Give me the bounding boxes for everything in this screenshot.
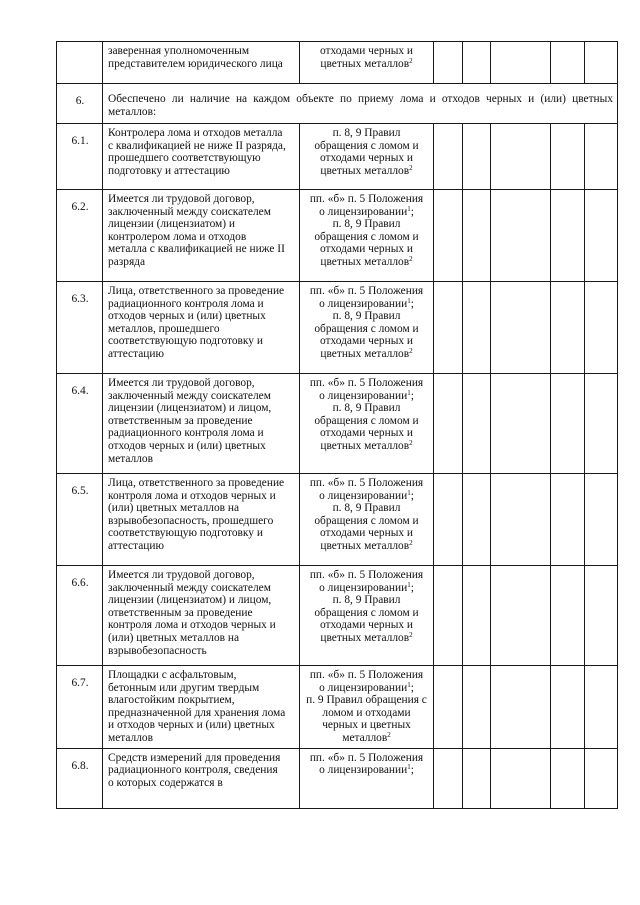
reference-line: ломом и отходами [322,706,411,719]
requirement-line: заверенная уполномоченным [108,45,250,57]
row-number: 6.6. [57,566,103,666]
check-cell [585,374,618,474]
requirement-line: контролером лома и отходов [108,230,247,243]
reference-line: отходами черных и [319,619,414,632]
check-cell [434,748,463,808]
requirement-line: отходов черных и (или) цветных [108,439,266,452]
reference-line: п. 8, 9 Правил [332,310,401,323]
requirement-line: подготовку и аттестацию [108,164,230,177]
reference-line [302,348,431,361]
table-row [57,124,618,190]
footnote-mark: 2 [409,346,413,355]
table-row [57,282,618,374]
reference-text: о лицензировании [319,297,408,310]
reference-text: цветных металлов [320,347,410,360]
requirement-line: о которых содержатся в [108,776,223,789]
requirement-line: радиационного контроля лома и [108,427,264,440]
check-cell [463,124,491,190]
check-cell [434,374,463,474]
reference-text: о лицензировании [319,764,408,777]
requirement-line: Имеется ли трудовой договор, [108,569,255,581]
table-row [57,190,618,282]
reference-line: отходами черных и [319,527,414,540]
reference-line: п. 8, 9 Правил [332,502,401,515]
check-cell [434,124,463,190]
reference-line: о лицензировании$^1$; [319,680,414,694]
requirement-line: заключенный между соискателем [108,389,271,402]
reference-line: о лицензировании$^1$; [319,488,414,502]
requirement-line: металлов [108,452,153,465]
check-cell [585,124,618,190]
check-cell [551,474,585,566]
check-cell [551,748,585,808]
reference-text: о лицензировании [319,389,408,402]
requirement-text [103,282,300,374]
check-cell [585,748,618,808]
reference-text: цветных металлов [320,255,410,268]
requirement-line: (или) цветных металлов на [108,631,240,644]
requirement-line: с квалификацией не ниже II разряда, [108,139,286,152]
requirement-text [103,42,300,84]
row-number [57,42,103,84]
requirement-line: ответственным за проведение [108,606,253,619]
reference-line: п. 8, 9 Правил [332,402,401,415]
reference-text: о лицензировании [319,205,408,218]
reference-line: обращения с ломом и [314,414,419,427]
requirement-line: Лица, ответственного за проведение [108,285,285,297]
check-cell [551,42,585,84]
check-cell [491,374,551,474]
reference-text: о лицензировании [319,681,408,694]
check-cell [585,666,618,749]
reference-line: обращения с ломом и [314,139,419,152]
check-cell [434,666,463,749]
footnote-mark: 1 [407,388,411,397]
reference-line: отходами черных и [319,243,414,256]
requirement-line: Площадки с асфальтовым, [108,669,237,681]
reference-line: пп. «б» п. 5 Положения [309,193,424,205]
reference-line: пп. «б» п. 5 Положения [309,569,424,581]
requirement-line: заключенный между соискателем [108,581,271,594]
reference-line: отходами черных и [319,45,414,57]
requirement-line: контроля лома и отходов черных и [108,489,276,502]
row-number: 6.2. [57,190,103,282]
check-cell [585,190,618,282]
requirement-text [103,124,300,190]
requirement-line: лицензии (лицензиатом) и лицом, [108,402,272,415]
requirement-text [103,374,300,474]
check-cell [434,42,463,84]
reference-text: о лицензировании [319,581,408,594]
requirement-line: лицензии (лицензиатом) и [108,218,235,231]
reference-line: о лицензировании$^1$; [319,763,414,777]
reference-line: п. 8, 9 Правил [332,127,401,139]
check-cell [463,374,491,474]
check-cell [491,474,551,566]
requirement-line: взрывобезопасность [108,644,207,657]
legal-reference [300,282,434,374]
legal-reference [300,566,434,666]
reference-line: отходами черных и [319,427,414,440]
row-number: 6.4. [57,374,103,474]
check-cell [585,474,618,566]
requirement-text [103,566,300,666]
reference-line: о лицензировании$^1$; [319,296,414,310]
reference-text: цветных металлов [320,631,410,644]
check-cell [551,124,585,190]
footnote-mark: 1 [407,296,411,305]
requirement-text [103,190,300,282]
requirement-text [103,748,300,808]
requirement-line: бетонным или другим твердым [108,681,260,694]
check-cell [491,748,551,808]
table-row [57,42,618,84]
table-row [57,666,618,749]
requirement-line: аттестацию [108,347,164,360]
reference-line [302,440,431,453]
table-row [57,566,618,666]
footnote-mark: 1 [407,680,411,689]
check-cell [491,282,551,374]
reference-line: п. 8, 9 Правил [332,594,401,607]
reference-line: обращения с ломом и [314,230,419,243]
footnote-mark: 2 [409,56,413,65]
requirement-line: разряда [108,255,146,268]
footnote-mark: 1 [407,204,411,213]
check-cell [463,474,491,566]
footnote-mark: 1 [407,580,411,589]
row-number: 6.1. [57,124,103,190]
reference-line [302,256,431,269]
footnote-mark: 2 [409,630,413,639]
reference-line [302,732,431,745]
check-cell [434,282,463,374]
reference-line: о лицензировании$^1$; [319,580,414,594]
requirement-line: прошедшего соответствующую [108,152,261,165]
check-cell [585,566,618,666]
check-cell [551,282,585,374]
reference-line: отходами черных и [319,152,414,165]
footnote-mark: 1 [407,763,411,772]
check-cell [491,666,551,749]
footnote-mark: 1 [407,488,411,497]
reference-line: отходами черных и [319,335,414,348]
requirement-line: радиационного контроля лома и [108,297,264,310]
requirement-line: лицензии (лицензиатом) и лицом, [108,594,272,607]
reference-text: о лицензировании [319,489,408,502]
table-row [57,374,618,474]
footnote-mark: 2 [409,163,413,172]
row-number: 6.8. [57,748,103,808]
requirement-line: контроля лома и отходов черных и [108,619,276,632]
requirement-line: влагостойким покрытием, [108,694,235,707]
reference-line [302,540,431,553]
reference-line [302,58,431,71]
footnote-mark: 2 [409,254,413,263]
reference-line: пп. «б» п. 5 Положения [309,477,424,489]
reference-line: пп. «б» п. 5 Положения [309,377,424,389]
requirement-line: заключенный между соискателем [108,205,271,218]
reference-text: цветных металлов [320,539,410,552]
check-cell [434,474,463,566]
legal-reference [300,374,434,474]
requirement-line: Имеется ли трудовой договор, [108,193,255,205]
reference-line: обращения с ломом и [314,606,419,619]
reference-line: о лицензировании$^1$; [319,204,414,218]
requirement-line: представителем юридического лица [108,57,283,70]
requirement-line: предназначенной для хранения лома [108,706,286,719]
requirement-line: и отходов черных и (или) цветных [108,719,275,732]
check-cell [585,42,618,84]
check-cell [463,190,491,282]
legal-reference [300,190,434,282]
reference-line: о лицензировании$^1$; [319,388,414,402]
row-number: 6. [57,84,103,124]
requirement-line: металлов [108,731,153,744]
requirement-line: Имеется ли трудовой договор, [108,377,255,389]
check-cell [463,566,491,666]
footnote-mark: 2 [409,538,413,547]
legal-reference [300,748,434,808]
row-number: 6.5. [57,474,103,566]
reference-line [302,632,431,645]
requirement-line: (или) цветных металлов на [108,502,240,515]
check-cell [551,374,585,474]
requirement-line: соответствующую подготовку и [108,527,263,540]
requirement-line: аттестацию [108,539,164,552]
table-row [57,748,618,808]
check-cell [491,42,551,84]
reference-line: пп. «б» п. 5 Положения [309,669,424,681]
reference-line: пп. «б» п. 5 Положения [309,285,424,297]
requirement-line: Лица, ответственного за проведение [108,477,285,489]
checklist-table [56,41,618,809]
reference-line: п. 8, 9 Правил [332,218,401,231]
reference-text: цветных металлов [320,439,410,452]
table-row [57,84,618,124]
check-cell [491,190,551,282]
requirement-line: ответственным за проведение [108,414,253,427]
table-row [57,474,618,566]
check-cell [434,190,463,282]
reference-text: цветных металлов [320,164,410,177]
requirement-line: соответствующую подготовку и [108,335,263,348]
requirement-line: Контролера лома и отходов металла [108,127,283,139]
reference-line: обращения с ломом и [314,322,419,335]
requirement-text [103,474,300,566]
check-cell [585,282,618,374]
check-cell [491,566,551,666]
legal-reference [300,42,434,84]
row-number: 6.7. [57,666,103,749]
check-cell [551,666,585,749]
reference-line: пп. «б» п. 5 Положения [309,751,424,764]
check-cell [463,282,491,374]
row-number: 6.3. [57,282,103,374]
requirement-line: металлов, прошедшего [108,322,220,335]
check-cell [551,190,585,282]
legal-reference [300,474,434,566]
check-cell [551,566,585,666]
check-cell [491,124,551,190]
requirement-line: взрывобезопасность, прошедшего [108,514,274,527]
legal-reference [300,666,434,749]
reference-line: п. 9 Правил обращения с [306,694,427,707]
requirement-line: металла с квалификацией не ниже II [108,243,285,256]
reference-text: металлов [342,731,388,744]
reference-text: цветных металлов [320,57,410,70]
requirement-text [103,666,300,749]
footnote-mark: 2 [387,730,391,739]
requirement-line: радиационного контроля, сведения [108,764,278,777]
check-cell [434,566,463,666]
reference-line: обращения с ломом и [314,514,419,527]
check-cell [463,42,491,84]
footnote-mark: 2 [409,438,413,447]
reference-line [302,165,431,178]
section-heading: Обеспечено ли наличие на каждом объекте по приему лома и отходов черных и (или) цветных металлов: [103,84,618,124]
requirement-line: Средств измерений для проведения [108,751,281,764]
check-cell [463,748,491,808]
check-cell [463,666,491,749]
reference-line: черных и цветных [322,719,411,732]
requirement-line: отходов черных и (или) цветных [108,310,266,323]
legal-reference [300,124,434,190]
